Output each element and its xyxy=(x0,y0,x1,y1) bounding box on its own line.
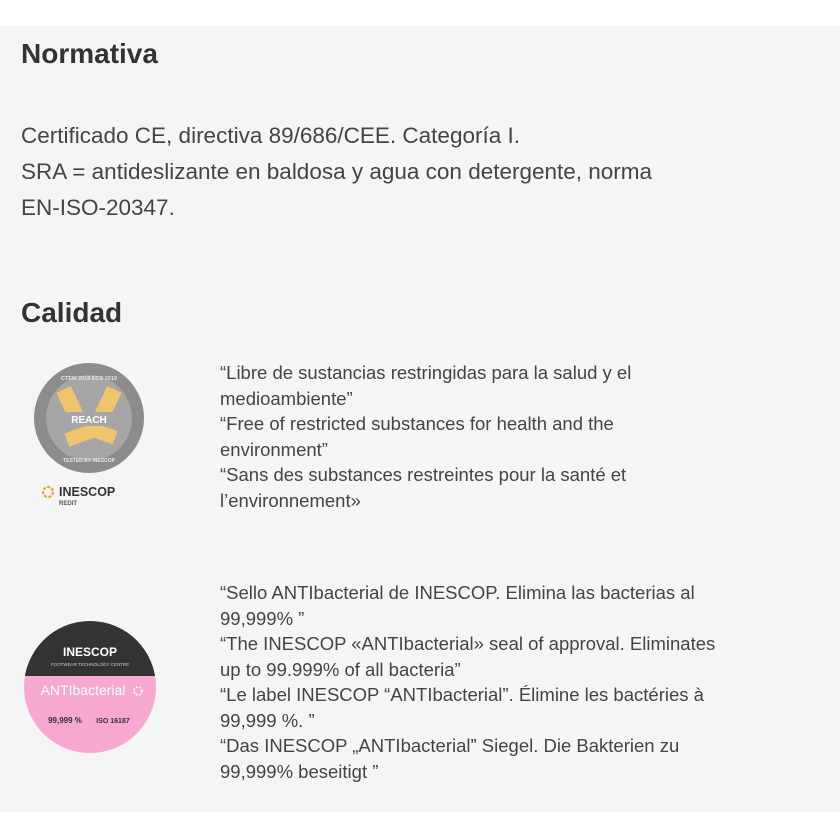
antibacterial-percent: 99,999 % xyxy=(48,716,82,725)
normativa-line: Certificado CE, directiva 89/686/CEE. Categoría I. xyxy=(21,123,520,148)
antibacterial-quote xyxy=(220,580,830,784)
quote-line: “The INESCOP «ANTIbacterial» seal of approval. Eliminates xyxy=(220,633,716,654)
reach-sub: REDIT xyxy=(59,501,77,507)
normativa-line: EN-ISO-20347. xyxy=(21,195,175,220)
normativa-line: SRA = antideslizante en baldosa y agua con detergente, norma xyxy=(21,159,653,184)
quote-line: “Das INESCOP „ANTIbacterial” Siegel. Die Bakterien zu xyxy=(220,735,680,756)
antibacterial-badge-icon xyxy=(23,620,157,754)
antibacterial-brand: INESCOP xyxy=(62,645,118,659)
quote-line: 99,999% beseitigt ” xyxy=(220,760,379,782)
reach-badge-center: REACH xyxy=(71,415,107,426)
quote-line: “Le label INESCOP “ANTIbacterial”. Élimine les bactéries à xyxy=(220,684,704,705)
quote-line: l’environnement» xyxy=(220,489,361,511)
reach-badge-ring: CTEM 2019 ECS 2019 xyxy=(61,376,117,382)
reach-badge-bottom: TESTED BY INESCOP xyxy=(63,458,115,464)
calidad-heading: Calidad xyxy=(21,297,123,328)
antibacterial-label: ANTIbacterial xyxy=(40,682,126,698)
quote-line: medioambiente” xyxy=(220,387,353,409)
antibacterial-sub: FOOTWEAR TECHNOLOGY CENTRE xyxy=(50,662,130,667)
reach-brand: INESCOP xyxy=(59,485,116,499)
antibacterial-iso: ISO 16187 xyxy=(96,718,130,725)
reach-badge-icon xyxy=(26,358,152,512)
normativa-text xyxy=(21,118,831,226)
quote-line: “Free of restricted substances for health and the xyxy=(220,413,614,434)
quote-line: “Libre de sustancias restringidas para la salud y el xyxy=(220,362,632,383)
quote-line: environment” xyxy=(220,438,328,460)
quote-line: “Sans des substances restreintes pour la santé et xyxy=(220,464,627,485)
quote-line: up to 99.999% of all bacteria” xyxy=(220,658,461,680)
reach-quote xyxy=(220,360,830,513)
quote-line: “Sello ANTIbacterial de INESCOP. Elimina las bacterias al xyxy=(220,582,695,603)
quote-line: 99,999% ” xyxy=(220,607,305,629)
quote-line: 99,999 %. ” xyxy=(220,709,315,731)
normativa-heading: Normativa xyxy=(21,38,158,69)
